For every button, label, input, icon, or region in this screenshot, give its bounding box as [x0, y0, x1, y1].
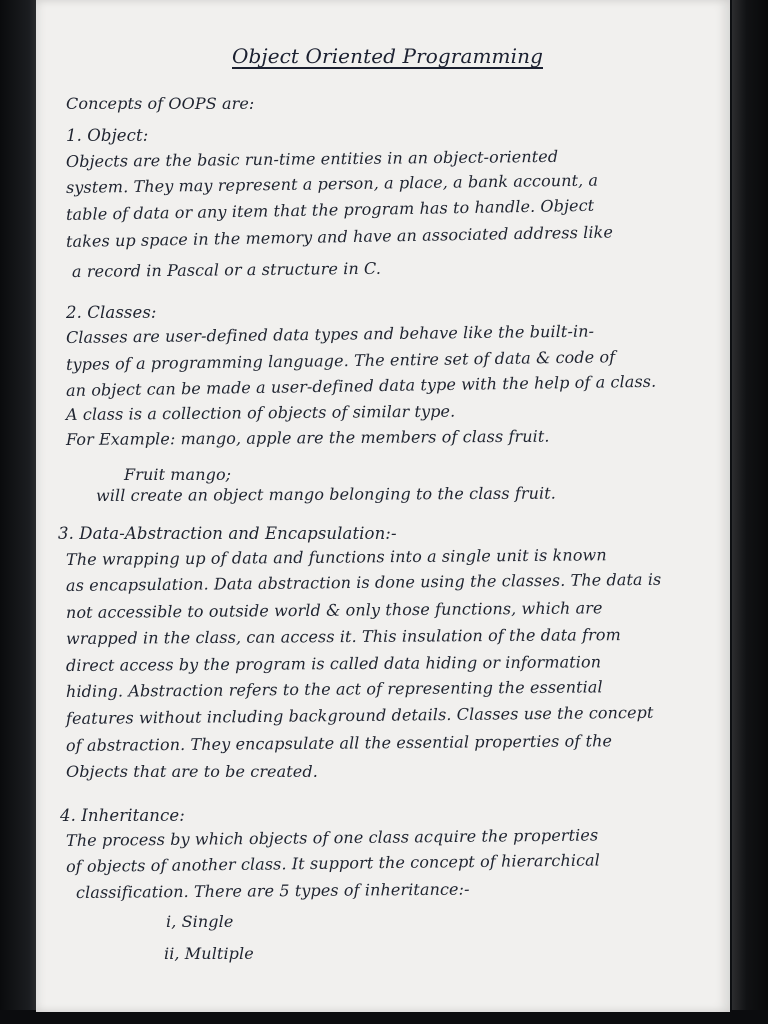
section-line: an object can be made a user-defined data type with the help of a class. [65, 371, 657, 400]
background-left-edge [0, 0, 36, 1024]
section-line: A class is a collection of objects of similar type. [65, 401, 456, 424]
section-heading-classes: 2. Classes: [66, 303, 157, 322]
section-line: as encapsulation. Data abstraction is done using the classes. The data is [65, 569, 662, 595]
section-line: classification. There are 5 types of inheritance:- [75, 879, 470, 902]
section-line: direct access by the program is called data hiding or information [65, 652, 602, 675]
background-bottom-edge [0, 1010, 768, 1024]
section-line: Objects are the basic run-time entities in an object-oriented [65, 146, 559, 171]
section-line: features without including background details. Classes use the concept [65, 702, 654, 728]
list-item: i, Single [166, 912, 234, 931]
section-line: The wrapping up of data and functions into a single unit is known [65, 545, 607, 569]
section-line: The process by which objects of one class acquire the properties [65, 825, 599, 850]
section-line: takes up space in the memory and have an associated address like [65, 222, 614, 251]
section-line: a record in Pascal or a structure in C. [71, 258, 382, 281]
section-line: wrapped in the class, can access it. This insulation of the data from [65, 625, 621, 648]
section-line: will create an object mango belonging to the class fruit. [95, 483, 556, 505]
background-right-edge [732, 0, 768, 1024]
notebook-page [36, 0, 730, 1012]
list-item: ii, Multiple [164, 944, 254, 963]
section-heading-abstraction: 3. Data-Abstraction and Encapsulation:- [58, 524, 397, 543]
section-line: Classes are user-defined data types and behave like the built-in- [65, 321, 595, 347]
section-line: table of data or any item that the program has to handle. Object [65, 195, 595, 224]
section-line: Objects that are to be created. [66, 762, 318, 781]
intro-line: Concepts of OOPS are: [66, 94, 255, 113]
section-line: types of a programming language. The entire set of data & code of [65, 347, 616, 374]
section-line: For Example: mango, apple are the members of class fruit. [65, 426, 550, 449]
section-line: system. They may represent a person, a place, a bank account, a [65, 170, 599, 197]
section-line: of abstraction. They encapsulate all the essential properties of the [65, 731, 613, 755]
section-line: Fruit mango; [124, 465, 232, 484]
page-title: Object Oriented Programming [232, 44, 543, 68]
section-line: of objects of another class. It support the concept of hierarchical [65, 850, 601, 876]
section-heading-object: 1. Object: [66, 126, 149, 145]
section-line: not accessible to outside world & only those functions, which are [65, 598, 603, 622]
section-heading-inheritance: 4. Inheritance: [60, 806, 185, 825]
section-line: hiding. Abstraction refers to the act of representing the essential [65, 677, 603, 701]
